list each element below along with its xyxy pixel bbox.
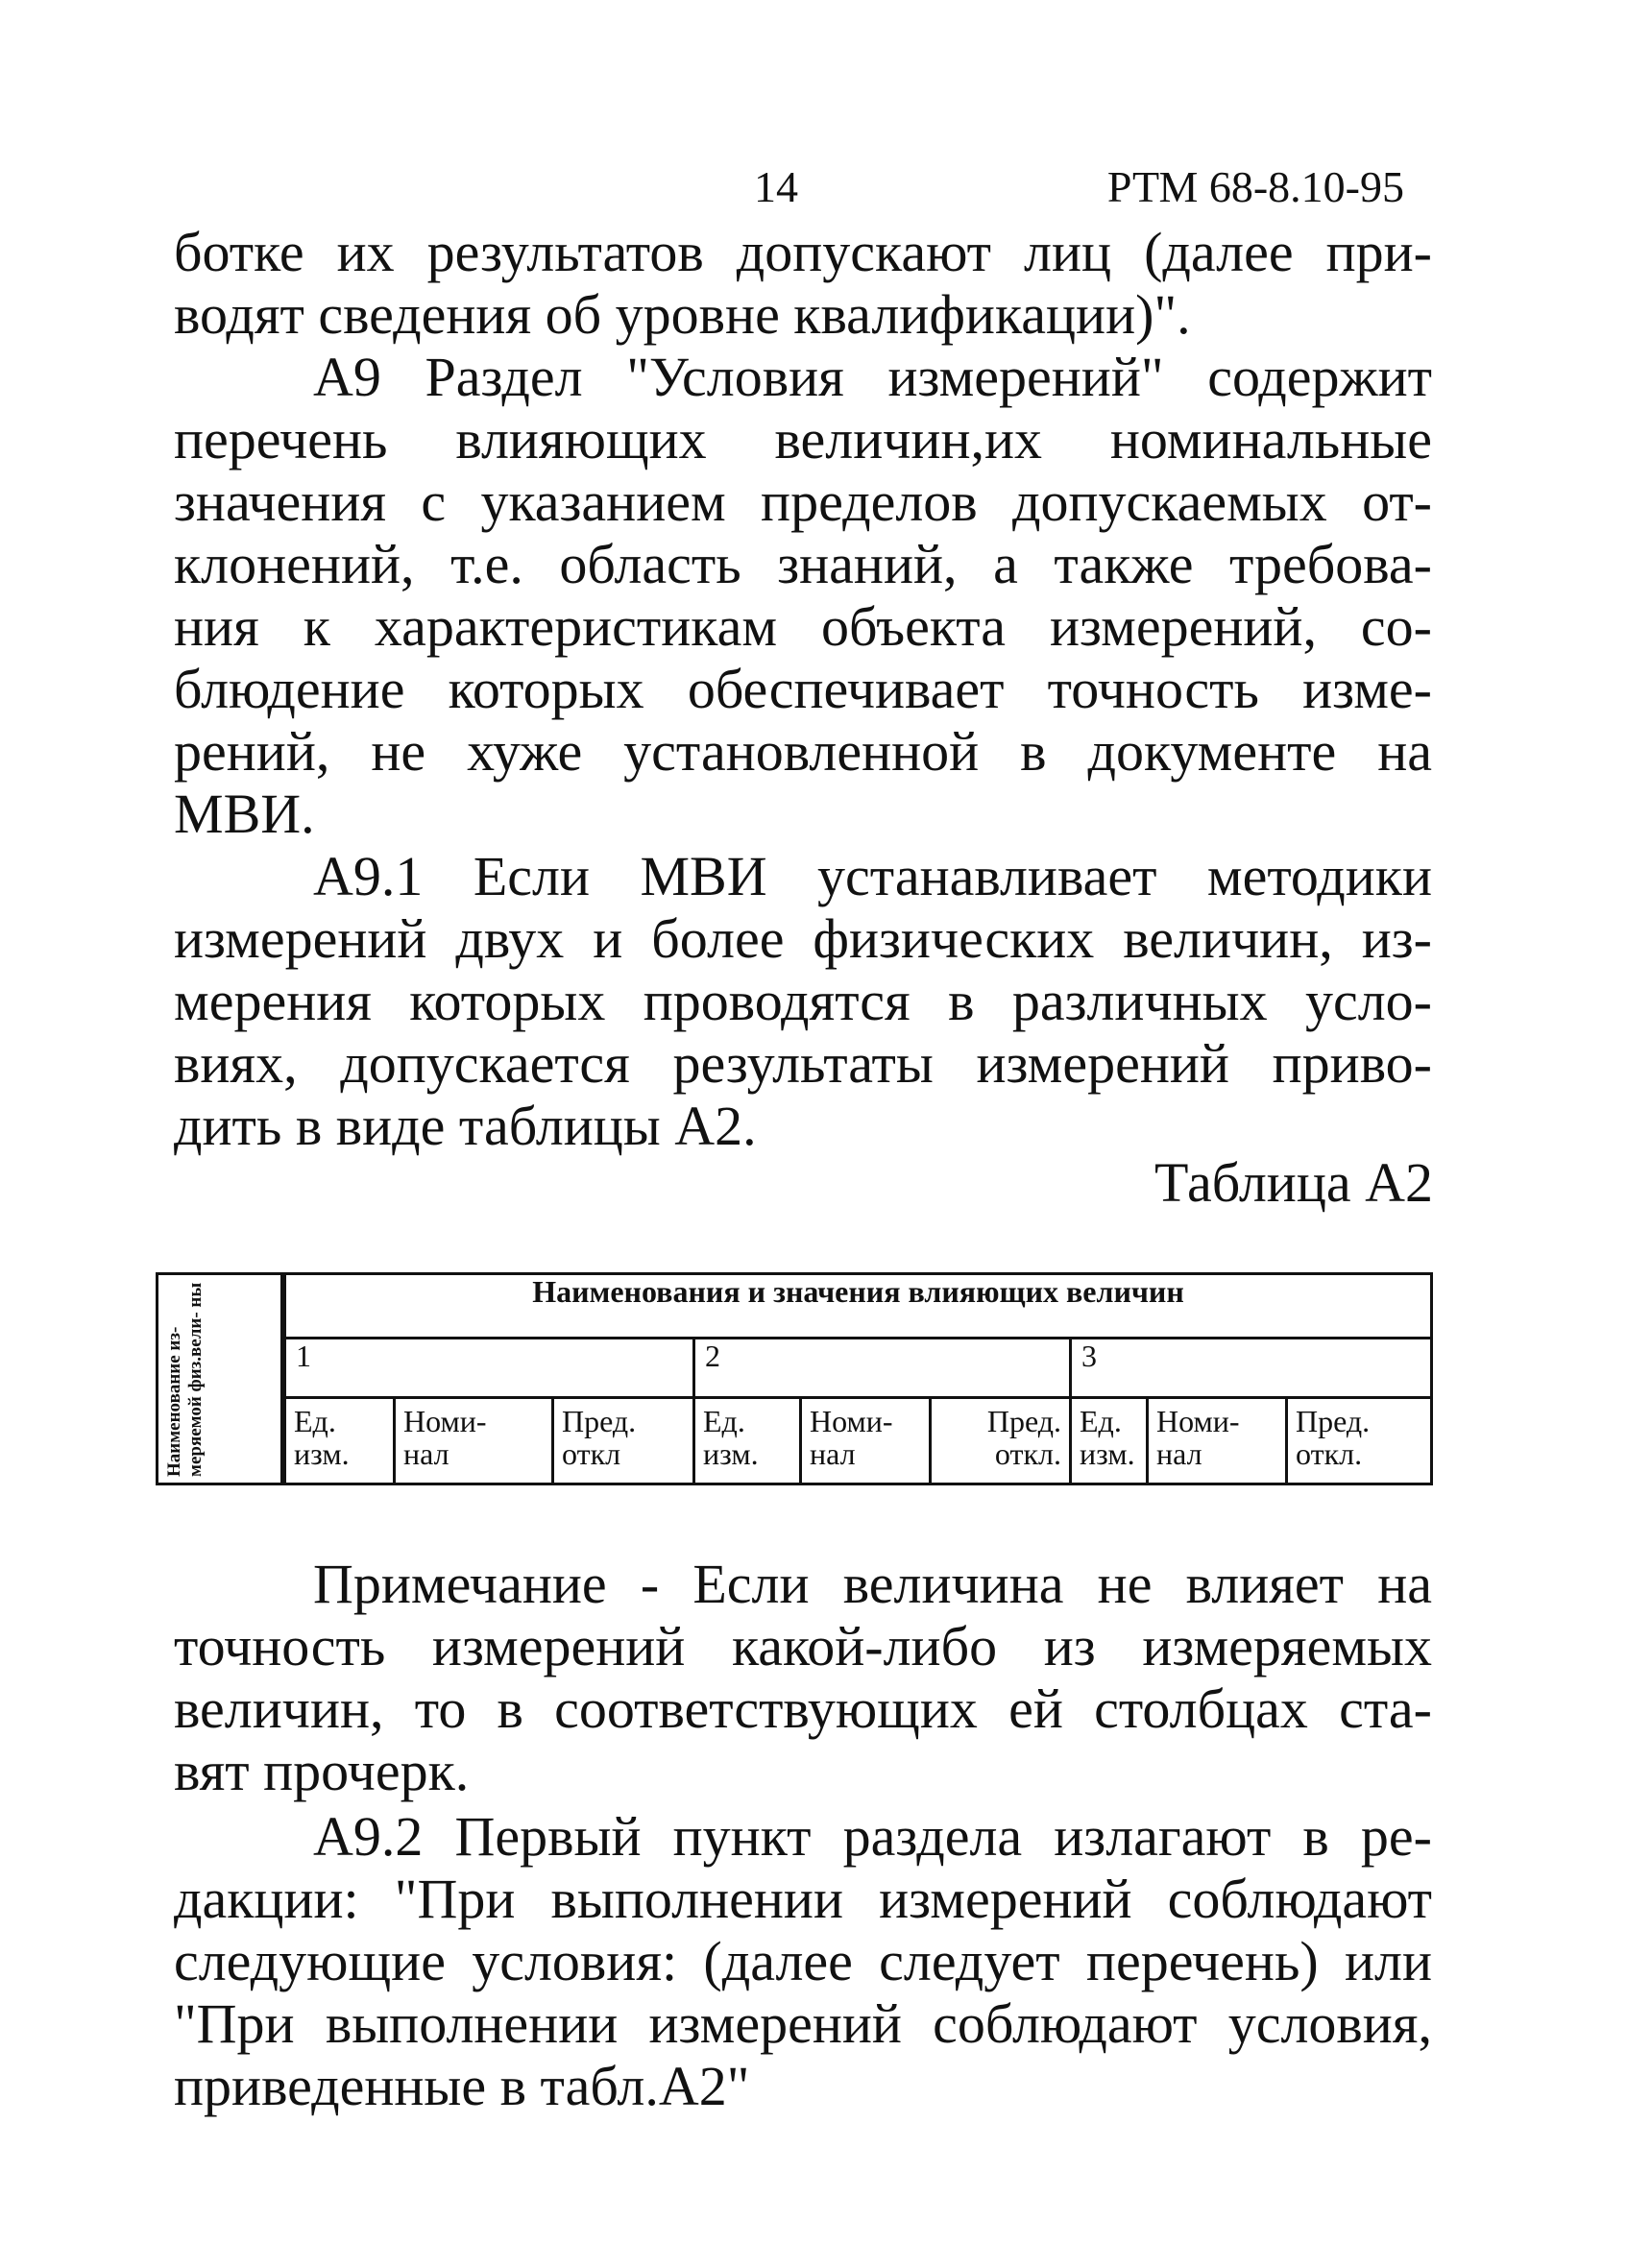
subheader-nominal: Номи- нал: [799, 1396, 932, 1485]
text-line: А9.2 Первый пункт раздела излагают в ре-: [313, 1805, 1432, 1868]
text-line: перечень влияющих величин,их номинальные: [174, 408, 1432, 470]
text-line: ния к характеристикам объекта измерений, со-: [174, 595, 1432, 658]
text-line: водят сведения об уровне квалификации)".: [174, 283, 1191, 346]
row-header-label: Наименование из- меряемой физ.вели- ны: [164, 1282, 206, 1477]
text-line: А9 Раздел "Условия измерений" содержит: [313, 346, 1432, 408]
text-line: вят прочерк.: [174, 1740, 470, 1802]
text-line: Примечание - Если величина не влияет на: [313, 1553, 1432, 1615]
text-line: "При выполнении измерений соблюдают условия,: [174, 1992, 1432, 2055]
note-paragraph: [174, 1553, 1432, 1802]
text-line: значения с указанием пределов допускаемых от-: [174, 470, 1432, 533]
text-line: точность измерений какой-либо из измеряемых: [174, 1615, 1432, 1677]
subheader-unit: Ед. изм.: [1069, 1396, 1149, 1485]
text-line: А9.1 Если МВИ устанавливает методики: [313, 845, 1432, 907]
text-line: клонений, т.е. область знаний, а также требова-: [174, 533, 1432, 595]
subheader-unit: Ед. изм.: [283, 1396, 396, 1485]
text-line: приведенные в табл.А2": [174, 2055, 750, 2117]
text-line: следующие условия: (далее следует перечень) или: [174, 1930, 1432, 1992]
group-header-1: 1: [283, 1337, 695, 1399]
page-header: [0, 161, 1627, 219]
text-line: измерений двух и более физических величин, из-: [174, 907, 1432, 970]
text-line: ботке их результатов допускают лиц (далее при-: [174, 221, 1432, 283]
table-caption: Таблица А2: [1154, 1151, 1433, 1214]
text-line: мерения которых проводятся в различных усло-: [174, 970, 1432, 1032]
text-line: величин, то в соответствующих ей столбцах ста-: [174, 1677, 1432, 1740]
text-line: блюдение которых обеспечивает точность изме-: [174, 658, 1432, 720]
paragraph-continuation: [174, 221, 1432, 346]
subheader-nominal: Номи- нал: [1146, 1396, 1288, 1485]
group-header-2: 2: [692, 1337, 1072, 1399]
table-a2: [156, 1272, 1433, 1485]
paragraph-a9-1: [174, 845, 1432, 1157]
text-line: рений, не хуже установленной в документе на: [174, 720, 1432, 783]
subheader-deviation: Пред. откл.: [1285, 1396, 1433, 1485]
document-code: РТМ 68-8.10-95: [1106, 162, 1404, 211]
subheader-deviation: Пред. откл: [551, 1396, 695, 1485]
paragraph-a9-2: [174, 1805, 1432, 2117]
page-number: 14: [754, 162, 798, 211]
text-line: МВИ.: [174, 783, 315, 845]
table-row-header: [156, 1272, 283, 1485]
text-line: дить в виде таблицы А2.: [174, 1095, 757, 1157]
paragraph-a9: [174, 346, 1432, 845]
group-header-3: 3: [1069, 1337, 1433, 1399]
subheader-unit: Ед. изм.: [692, 1396, 802, 1485]
subheader-deviation: Пред. откл.: [929, 1396, 1072, 1485]
text-line: дакции: "При выполнении измерений соблюдают: [174, 1868, 1432, 1930]
subheader-nominal: Номи- нал: [393, 1396, 554, 1485]
table-main-header: Наименования и значения влияющих величин: [283, 1272, 1433, 1339]
text-line: виях, допускается результаты измерений приво-: [174, 1032, 1432, 1095]
